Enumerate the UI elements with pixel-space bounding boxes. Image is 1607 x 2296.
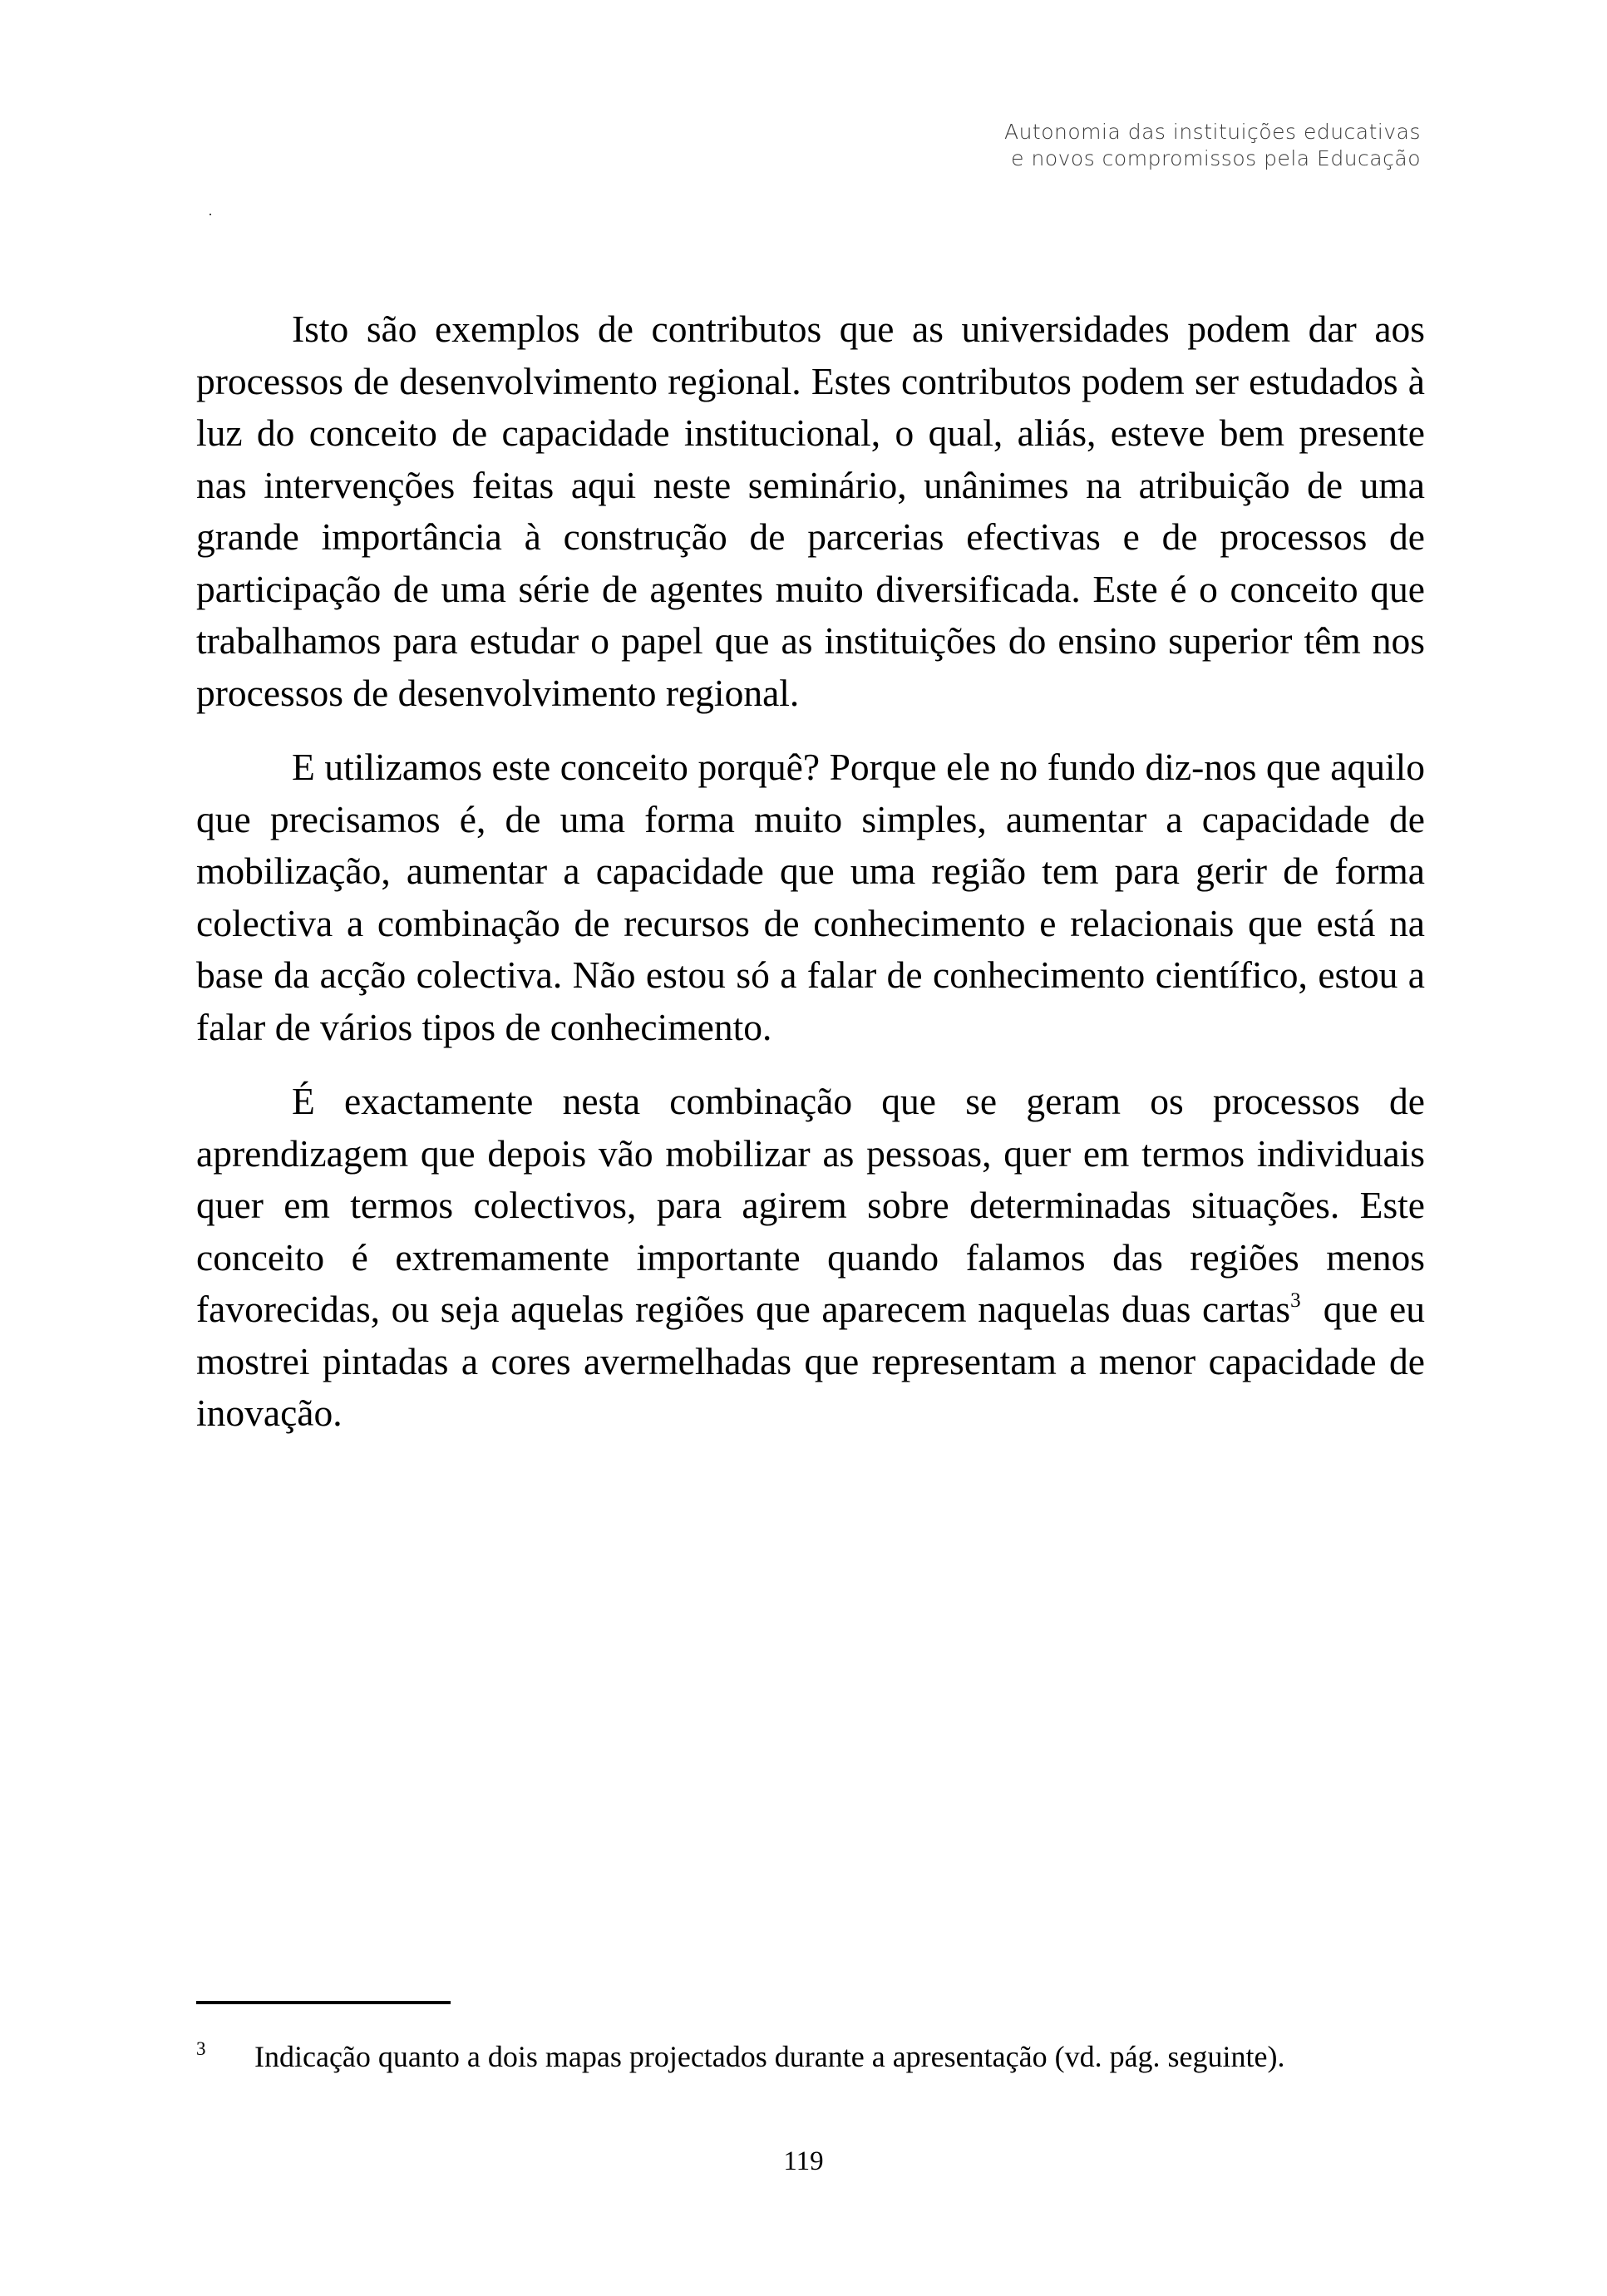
paragraph-3-text-after-ref: que eu mostrei pintadas a cores avermelhadas que representam a menor capacidade de inovação. — [196, 1288, 1435, 1434]
paragraph-2: E utilizamos este conceito porquê? Porque ele no fundo diz-nos que aquilo que precisamos é, de uma forma muito simples, aumentar a capacidade de mobilização, aumentar a capacidade que uma região tem para gerir de forma colectiva a combinação de recursos de conhecimento e relacionais que está na base da acção colectiva. Não estou só a falar de conhecimento científico, estou a falar de vários tipos de conhecimento. — [196, 746, 1425, 1048]
paragraph-3-text-before-ref: É exactamente nesta combinação que se geram os processos de aprendizagem que depois vão mobilizar as pessoas, quer em termos individuais quer em termos colectivos, para agirem sobre determinadas situações. Este conceito é extremamente importante quando falamos das regiões menos favorecidas, ou seja aquelas regiões que aparecem naquelas duas cartas — [196, 1080, 1425, 1330]
running-header-line-1: Autonomia das instituições educativas — [1003, 120, 1421, 144]
paragraph-3 — [196, 1076, 1435, 1440]
running-header-line-2: e novos compromissos pela Educação — [1011, 146, 1421, 170]
page-number: 119 — [783, 2146, 824, 2176]
footnote-separator — [196, 2001, 451, 2004]
paragraph-1: Isto são exemplos de contributos que as universidades podem dar aos processos de desenvolvimento regional. Estes contributos podem ser estudados à luz do conceito de capacidade institucional, o qual, aliás, esteve bem presente nas intervenções feitas aqui neste seminário, unânimes na atribuição de uma grande importância à construção de parcerias efectivas e de processos de participação de uma série de agentes muito diversificada. Este é o conceito que trabalhamos para estudar o papel que as instituições do ensino superior têm nos processos de desenvolvimento regional. — [196, 308, 1425, 714]
footnote — [196, 2031, 1443, 2075]
scan-speck — [210, 214, 211, 215]
footnote-reference[interactable]: 3 — [1290, 1289, 1301, 1312]
footnote-number: 3 — [196, 2038, 206, 2059]
running-header — [1004, 119, 1421, 172]
footnote-text: Indicação quanto a dois mapas projectados durante a apresentação (vd. pág. seguinte). — [254, 2040, 1285, 2073]
body-text — [196, 303, 1435, 1462]
